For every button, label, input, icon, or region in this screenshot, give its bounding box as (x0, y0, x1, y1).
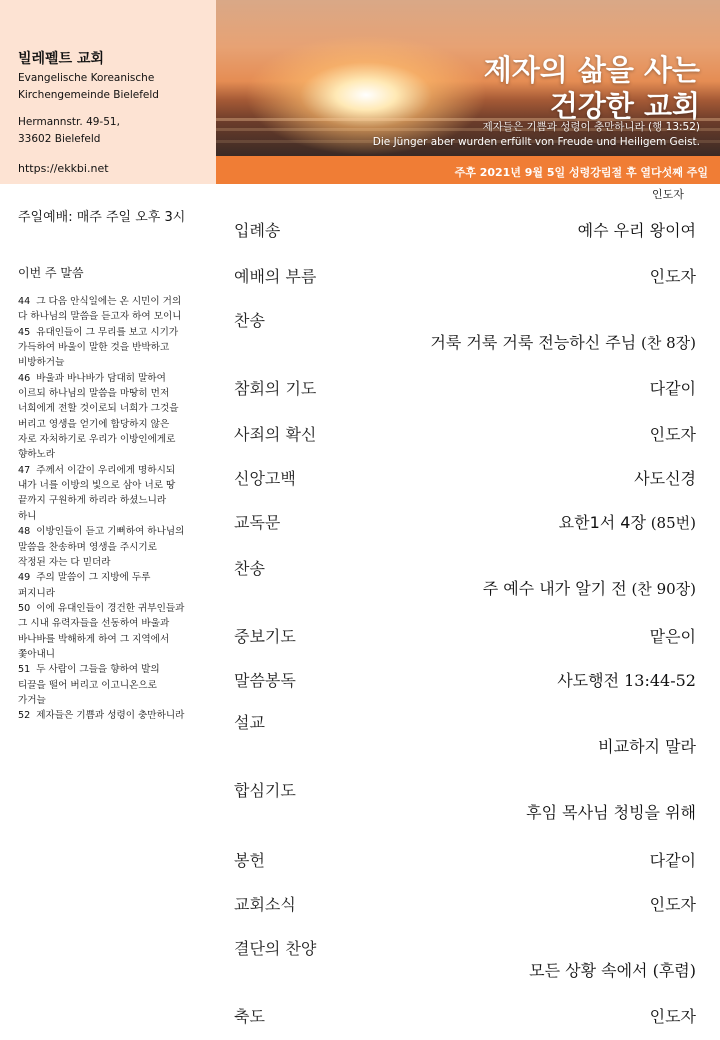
banner-verse-german: Die Jünger aber wurden erfüllt von Freude und Heiligem Geist. (372, 136, 700, 148)
order-item-value-text: 후임 목사님 청빙을 위해 (526, 803, 696, 822)
order-item-value-text: 다같이 (649, 851, 696, 870)
scripture-passage (18, 294, 210, 724)
order-item-value-text: 다같이 (649, 379, 696, 398)
verse-line (18, 708, 210, 723)
order-item-value-text: 모든 상황 속에서 (후렴) (529, 961, 696, 980)
verse-number: 47 (18, 464, 31, 476)
order-item-label: 결단의 찬양 (234, 939, 317, 958)
verse-text: 끝까지 구원하게 하리라 하셨느니라 (18, 495, 167, 507)
order-item-value-text: 거룩 거룩 거룩 전능하신 주님 (430, 333, 637, 352)
verse-line (18, 478, 210, 493)
order-item-label: 교독문 (234, 513, 281, 532)
order-item-value (634, 466, 696, 489)
verse-number: 44 (18, 296, 31, 307)
order-item-value (598, 734, 696, 757)
service-time: 주일예배: 매주 주일 오후 3시 (18, 210, 186, 225)
verse-number: 49 (18, 572, 31, 584)
order-item-label: 찬송 (234, 559, 265, 578)
verse-text: 다 하나님의 말씀을 듣고자 하여 모이니 (18, 311, 182, 323)
verse-text: 내가 너를 이방의 빛으로 삼아 너로 땅 (18, 480, 176, 492)
verse-line (18, 524, 210, 539)
order-item-value (650, 892, 696, 915)
verse-line (18, 294, 210, 309)
verse-line (18, 371, 210, 386)
order-item-value (578, 218, 696, 241)
verse-text: 티끌을 떨어 버리고 이고니온으로 (18, 679, 157, 691)
order-item-label: 참회의 기도 (234, 379, 317, 398)
order-item-value (650, 1004, 696, 1027)
order-item-value (650, 422, 696, 445)
order-item-label: 신앙고백 (234, 469, 296, 488)
verse-line (18, 309, 210, 324)
order-item-label: 축도 (234, 1007, 265, 1026)
verse-text: 비방하거늘 (18, 357, 65, 369)
order-item-value (483, 576, 696, 599)
verse-number: 48 (18, 526, 31, 538)
verse-text: 말씀을 찬송하며 영생을 주시기로 (18, 541, 157, 553)
verse-text: 이방인들이 듣고 기뻐하여 하나님의 (36, 526, 185, 538)
verse-text: 가거늘 (18, 694, 46, 706)
verse-text: 제자들은 기쁨과 성령이 충만하니라 (36, 710, 185, 722)
verse-text: 하니 (18, 510, 37, 522)
verse-text: 너희에게 전할 것이로되 너희가 그것을 (18, 403, 179, 415)
verse-line (18, 325, 210, 340)
service-date: 주후 2021년 9월 5일 성령강림절 후 열다섯째 주일 (454, 166, 708, 179)
order-item-label: 입례송 (234, 221, 281, 240)
church-address (18, 114, 120, 148)
leader-column-label: 인도자 (652, 188, 684, 201)
verse-text: 바나바를 박해하게 하여 그 지역에서 (18, 633, 170, 645)
order-item-label: 설교 (234, 713, 265, 732)
order-item-value-text: 주 예수 내가 알기 전 (482, 579, 627, 598)
order-item-value-text: 인도자 (649, 1007, 696, 1026)
verse-text: 그 다음 안식일에는 온 시민이 거의 (36, 296, 182, 307)
verse-line (18, 586, 210, 601)
order-item-label: 사죄의 확신 (234, 425, 317, 444)
verse-text: 퍼지니라 (18, 587, 56, 599)
verse-line (18, 693, 210, 708)
sermon-heading: 이번 주 말씀 (18, 266, 84, 280)
verse-line (18, 447, 210, 462)
order-item-value (557, 668, 696, 691)
order-item-label: 교회소식 (234, 895, 296, 914)
verse-line (18, 417, 210, 432)
order-item-value (650, 624, 696, 647)
order-item-label: 예배의 부름 (234, 267, 317, 286)
verse-line (18, 647, 210, 662)
address-line1: Hermannstr. 49-51, (18, 116, 120, 128)
verse-number: 46 (18, 372, 31, 384)
verse-text: 그 시내 유력자들을 선동하여 바울과 (18, 618, 170, 630)
banner-title-line2: 건강한 교회 (549, 89, 700, 123)
verse-text: 이에 유대인들이 경건한 귀부인들과 (36, 602, 185, 614)
order-item-value-text: 비교하지 말라 (598, 737, 696, 756)
verse-line (18, 662, 210, 677)
verse-line (18, 401, 210, 416)
banner-image (216, 0, 720, 156)
church-info-panel (0, 0, 216, 184)
order-item-label: 중보기도 (234, 627, 296, 646)
verse-line (18, 355, 210, 370)
verse-text: 가득하여 바울이 말한 것을 반박하고 (18, 342, 170, 354)
order-item-hymn-number: (찬 90장) (626, 580, 696, 598)
verse-line (18, 463, 210, 478)
verse-text: 작정된 자는 다 믿더라 (18, 556, 111, 568)
verse-line (18, 555, 210, 570)
order-item-value (529, 958, 696, 981)
order-item-value-text: 사도행전 13:44-52 (557, 671, 696, 690)
order-item-label: 말씀봉독 (234, 671, 296, 690)
verse-text: 바울과 바나바가 담대히 말하여 (36, 372, 166, 384)
order-item-value (650, 848, 696, 871)
order-item-label: 봉헌 (234, 851, 265, 870)
order-item-value (650, 376, 696, 399)
order-item-value-text: 인도자 (649, 425, 696, 444)
verse-text: 향하노라 (18, 449, 56, 461)
verse-text: 두 사람이 그들을 향하여 발의 (36, 664, 160, 676)
order-item-value-text: 요한1서 4장 (558, 513, 646, 532)
order-item-hymn-number: (찬 8장) (636, 334, 696, 352)
verse-text: 쫓아내니 (18, 648, 56, 660)
verse-line (18, 632, 210, 647)
order-item-value (430, 330, 696, 353)
verse-line (18, 432, 210, 447)
church-name-german-line2: Kirchengemeinde Bielefeld (18, 89, 159, 101)
order-item-value (559, 510, 696, 533)
banner-verse (373, 120, 700, 150)
verse-line (18, 386, 210, 401)
verse-number: 52 (18, 710, 31, 722)
banner-title-line1: 제자의 삶을 사는 (483, 53, 700, 87)
verse-text: 이르되 하나님의 말씀을 마땅히 먼저 (18, 388, 170, 400)
church-name-german (18, 70, 159, 104)
order-item-value-text: 예수 우리 왕이여 (577, 221, 696, 240)
order-item-value-text: 인도자 (649, 267, 696, 286)
verse-line (18, 570, 210, 585)
verse-line (18, 509, 210, 524)
verse-text: 주의 말씀이 그 지방에 두루 (36, 572, 151, 584)
verse-text: 유대인들이 그 무리를 보고 시기가 (36, 326, 179, 338)
verse-number: 50 (18, 602, 31, 614)
banner-verse-korean: 제자들은 기쁨과 성령이 충만하니라 (행 13:52) (482, 121, 700, 133)
verse-number: 51 (18, 664, 31, 676)
verse-line (18, 540, 210, 555)
order-item-value-text: 사도신경 (634, 469, 696, 488)
verse-text: 버리고 영생을 얻기에 합당하지 않은 (18, 418, 170, 430)
verse-line (18, 493, 210, 508)
church-name-german-line1: Evangelische Koreanische (18, 72, 155, 84)
order-item-label: 합심기도 (234, 781, 296, 800)
order-item-value-text: 인도자 (649, 895, 696, 914)
verse-line (18, 678, 210, 693)
date-bar (216, 156, 720, 184)
order-item-hymn-number: (85번) (645, 514, 696, 532)
order-item-value-text: 맡은이 (649, 627, 696, 646)
verse-line (18, 616, 210, 631)
church-url[interactable]: https://ekkbi.net (18, 162, 109, 175)
verse-line (18, 601, 210, 616)
order-item-label: 찬송 (234, 311, 265, 330)
verse-text: 주께서 이같이 우리에게 명하시되 (36, 464, 176, 476)
order-item-value (650, 264, 696, 287)
order-item-value (526, 800, 696, 823)
verse-number: 45 (18, 326, 31, 338)
verse-line (18, 340, 210, 355)
address-line2: 33602 Bielefeld (18, 133, 101, 145)
verse-text: 자로 자처하기로 우리가 이방인에게로 (18, 434, 176, 446)
church-name: 빌레펠트 교회 (18, 51, 105, 67)
